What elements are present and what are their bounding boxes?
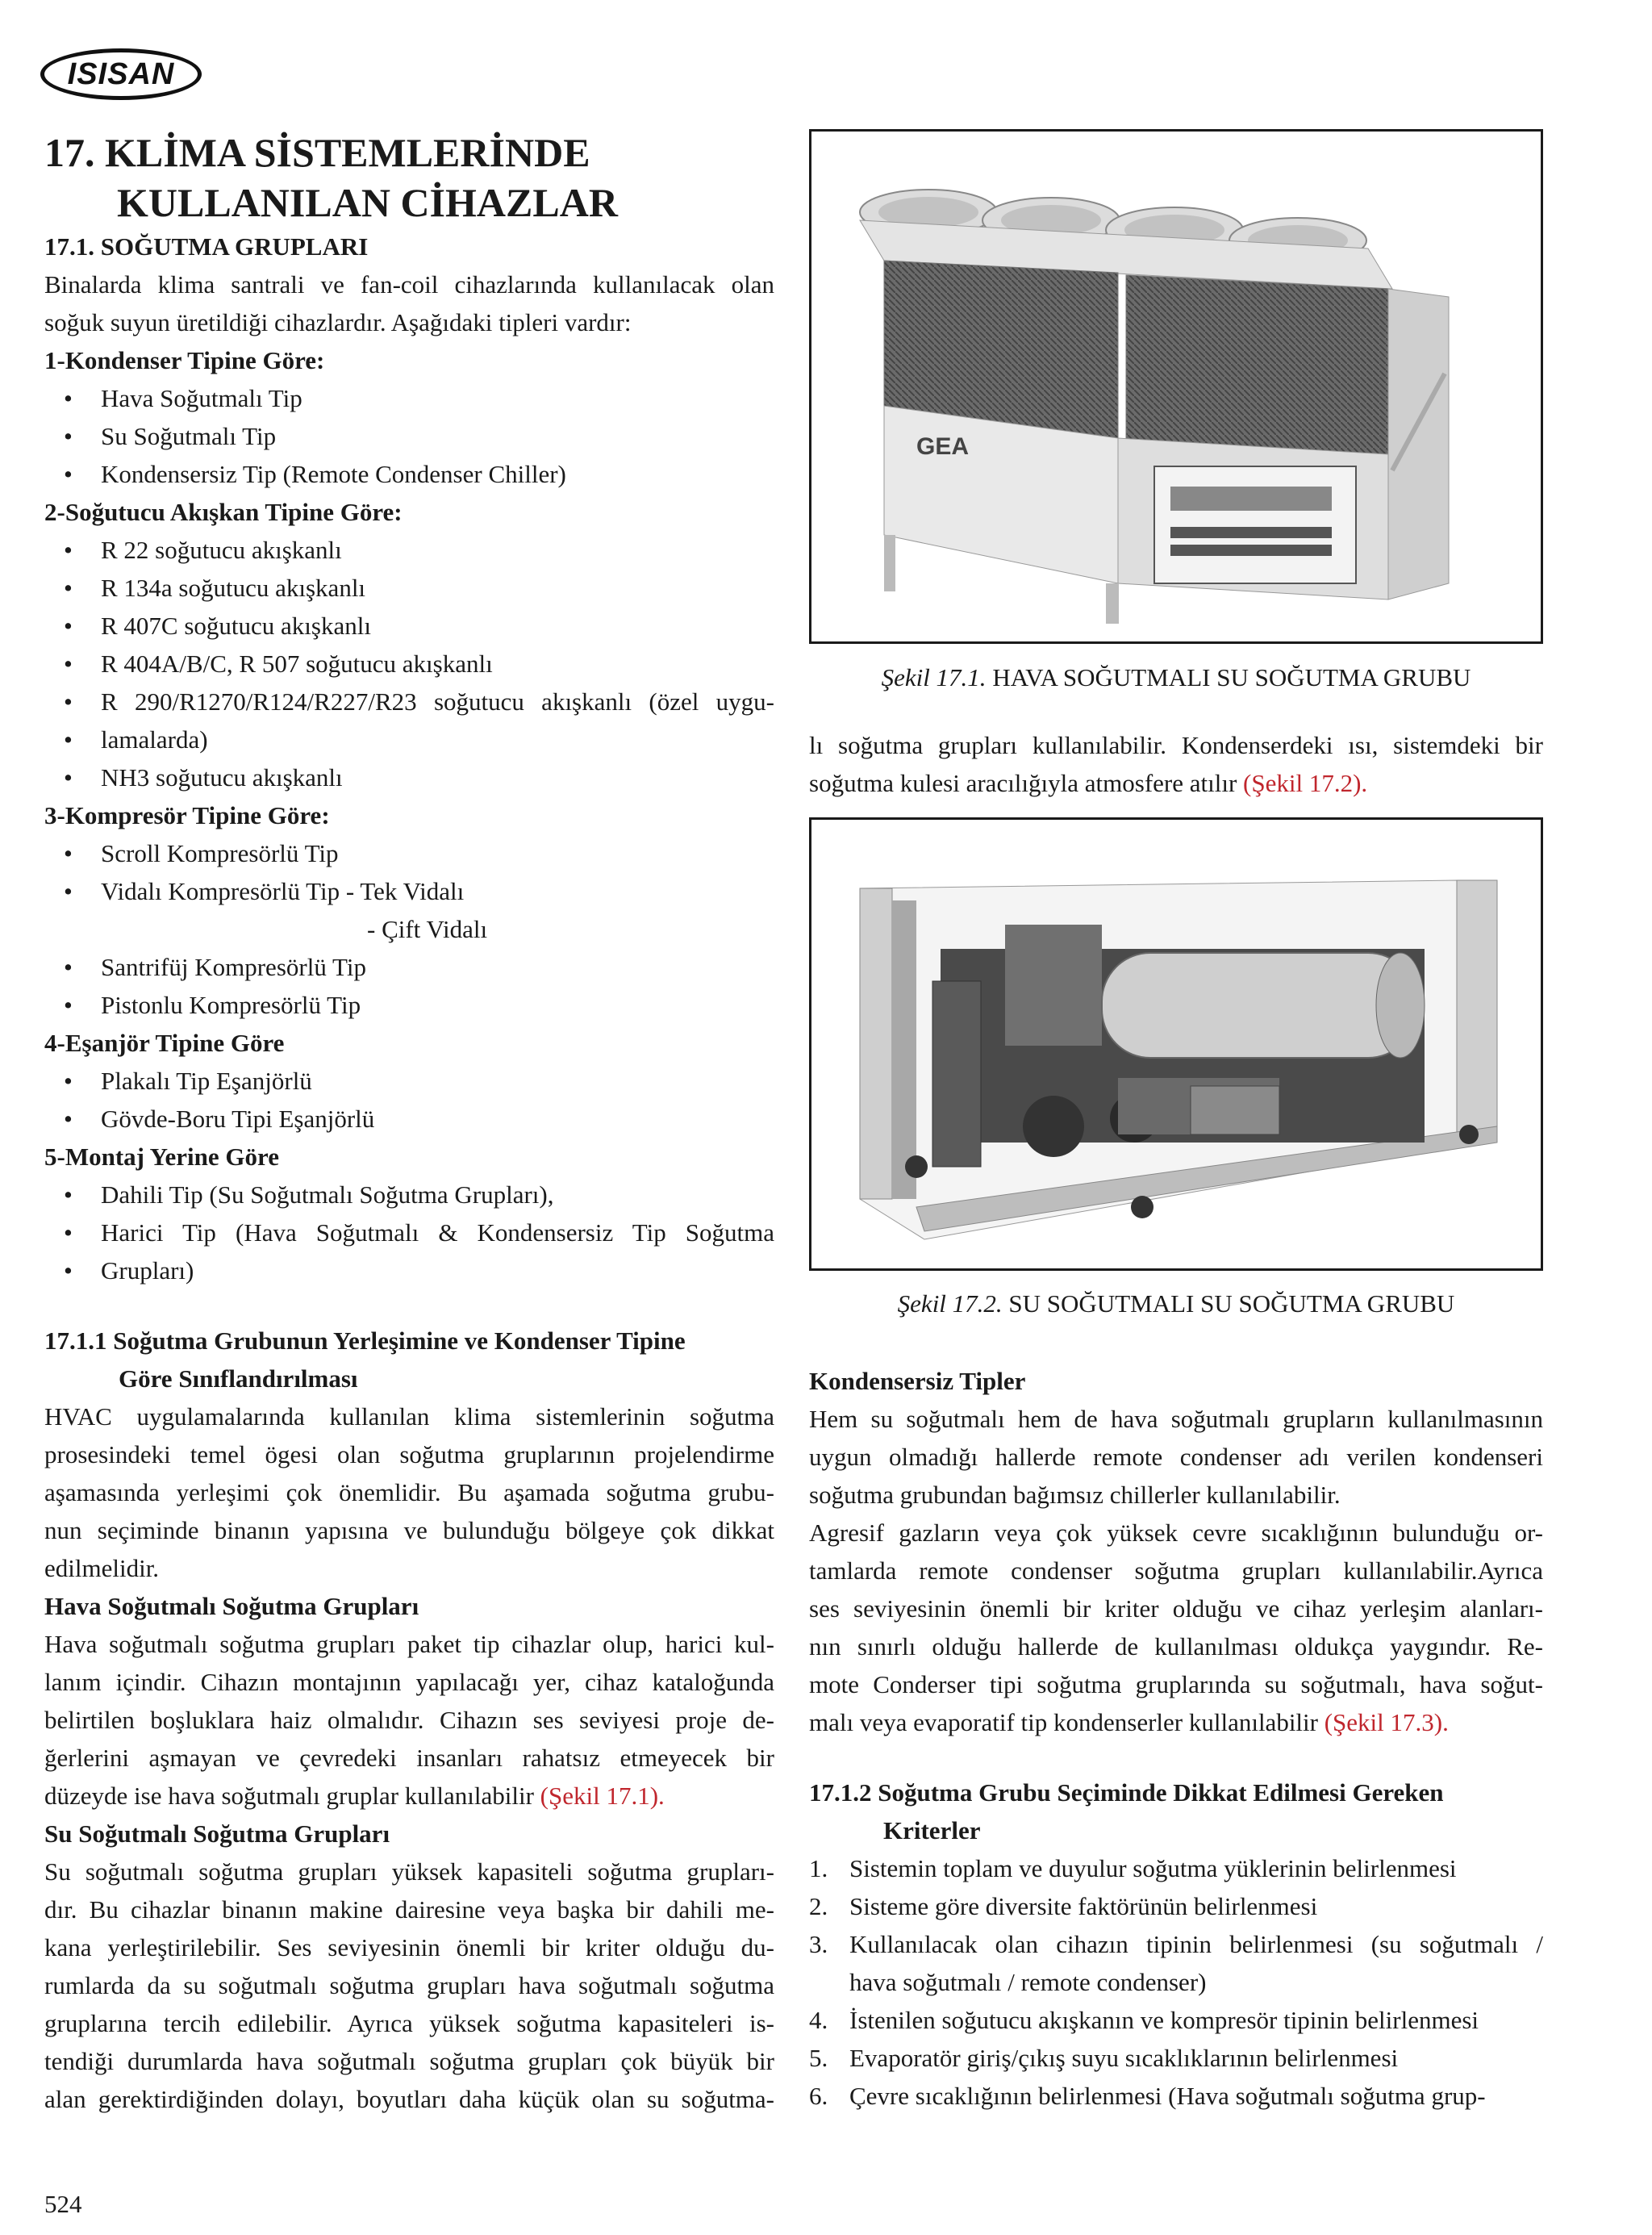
para-line: aşamasında yerleşimi çok önemlidir. Bu aşamada soğutma grubu-: [44, 1478, 774, 1506]
left-column: [44, 127, 774, 2118]
criteria-list: [809, 1849, 1543, 2115]
right-column-text: [809, 1362, 1543, 2115]
group-list: [44, 948, 774, 1024]
para-line: düzeyde ise hava soğutmalı gruplar kullanılabilir (Şekil 17.1).: [44, 1782, 665, 1810]
group-title: 4-Eşanjör Tipine Göre: [44, 1029, 285, 1057]
list-item: 3. Kullanılacak olan cihazın tipinin belirlenmesi (su soğutmalı / hava soğutmalı / remote condenser): [809, 1930, 1543, 1996]
page-number: 524: [44, 2190, 82, 2218]
list-item: • Dahili Tip (Su Soğutmalı Soğutma Grupları),: [44, 1176, 774, 1214]
para-line: ses seviyesinin önemli bir kriter olduğu ve cihaz yerleşim alanları-: [809, 1594, 1543, 1623]
water-cooled-chiller-image: [811, 820, 1541, 1268]
list-item-cont: - Çift Vidalı: [367, 915, 488, 943]
figure-reference[interactable]: (Şekil 17.1).: [540, 1782, 665, 1810]
paragraph-heading: Su Soğutmalı Soğutma Grupları: [44, 1819, 390, 1848]
para-line: Agresif gazların veya çok yüksek cevre sıcaklığının bulunduğu or-: [809, 1519, 1543, 1547]
list-item-cont: • Grupları): [44, 1251, 774, 1289]
para-line: rumlarda da su soğutmalı soğutma grupları hava soğutmalı soğutma: [44, 1971, 774, 1999]
para-line: kana yerleştirilebilir. Ses seviyesinin önemli bir kriter olduğu du-: [44, 1933, 774, 1961]
list-item: • Kondensersiz Tip (Remote Condenser Chiller): [44, 455, 774, 493]
group-list: [44, 1062, 774, 1138]
subsection-title: 17.1.2 Soğutma Grubu Seçiminde Dikkat Edilmesi Gereken: [809, 1778, 1444, 1807]
subsection-title: Göre Sınıflandırılması: [119, 1364, 358, 1393]
para-line: gruplarına tercih edilebilir. Ayrıca yüksek soğutma kapasiteleri is-: [44, 2009, 774, 2037]
group-list: [44, 379, 774, 493]
group-title: 3-Kompresör Tipine Göre:: [44, 801, 330, 829]
figure-reference[interactable]: (Şekil 17.2).: [1243, 769, 1368, 797]
para-line: tendiği durumlarda hava soğutmalı soğutma grupları çok büyük bir: [44, 2047, 774, 2075]
isisan-logo: ISISAN: [40, 48, 202, 100]
para-line: soğutma grubundan bağımsız chillerler kullanılabilir.: [809, 1481, 1341, 1509]
para-line: nun seçiminde binanın yapısına ve bulunduğu bölgeye çok dikkat: [44, 1516, 774, 1544]
brand-label: GEA: [916, 433, 970, 460]
para-line: nın sınırlı olduğu hallerde de kullanılması oldukça yaygındır. Re-: [809, 1632, 1543, 1661]
figure-reference[interactable]: (Şekil 17.3).: [1324, 1708, 1449, 1736]
para-line: HVAC uygulamalarında kullanılan klima sistemlerinin soğutma: [44, 1402, 774, 1431]
para-line: mote Conderser tipi soğutma gruplarında su soğutmalı, hava soğut-: [809, 1670, 1543, 1698]
list-item-cont: • lamalarda): [44, 721, 774, 758]
list-item: 4. İstenilen soğutucu akışkanın ve kompresör tipinin belirlenmesi: [809, 2006, 1479, 2034]
list-item: • Su Soğutmalı Tip: [44, 417, 774, 455]
list-item: 6. Çevre sıcaklığının belirlenmesi (Hava soğutmalı soğutma grup-: [809, 2082, 1486, 2110]
section-title: 17.1. SOĞUTMA GRUPLARI: [44, 232, 369, 261]
para-line: dır. Bu cihazlar binanın makine dairesine veya başka bir dahili me-: [44, 1895, 774, 1924]
intro-line: soğuk suyun üretildiği cihazlardır. Aşağıdaki tipleri vardır:: [44, 308, 632, 336]
para-line: malı veya evaporatif tip kondenserler kullanılabilir (Şekil 17.3).: [809, 1708, 1449, 1736]
para-line: edilmelidir.: [44, 1554, 160, 1582]
figure-caption: Şekil 17.1. HAVA SOĞUTMALI SU SOĞUTMA GRUBU: [881, 663, 1471, 691]
list-item: 2. Sisteme göre diversite faktörünün belirlenmesi: [809, 1892, 1318, 1920]
paragraph-heading: Kondensersiz Tipler: [809, 1367, 1026, 1395]
intro-line: Binalarda klima santrali ve fan-coil cihazlarında kullanılacak olan: [44, 270, 774, 299]
list-item: 1. Sistemin toplam ve duyulur soğutma yüklerinin belirlenmesi: [809, 1854, 1457, 1882]
paragraph-heading: Hava Soğutmalı Soğutma Grupları: [44, 1592, 419, 1620]
group-list: [44, 1176, 774, 1289]
subsection-title: 17.1.1 Soğutma Grubunun Yerleşimine ve Kondenser Tipine: [44, 1326, 686, 1355]
para-line: soğutma kulesi aracılığıyla atmosfere atılır (Şekil 17.2).: [809, 769, 1368, 797]
para-line: lı soğutma grupları kullanılabilir. Kondenserdeki ısı, sistemdeki bir: [809, 731, 1543, 759]
para-line: prosesindeki temel ögesi olan soğutma gruplarının projelendirme: [44, 1440, 774, 1468]
chapter-title: 17. KLİMA SİSTEMLERİNDE KULLANILAN CİHAZLAR: [44, 130, 618, 225]
list-item: • R 407C soğutucu akışkanlı: [44, 607, 774, 645]
list-item: • R 404A/B/C, R 507 soğutucu akışkanlı: [44, 645, 774, 683]
list-item: • R 22 soğutucu akışkanlı: [44, 531, 774, 569]
figure-caption: Şekil 17.2. SU SOĞUTMALI SU SOĞUTMA GRUBU: [897, 1289, 1455, 1318]
air-cooled-chiller-image: [811, 132, 1541, 641]
figure-air-cooled-chiller: [809, 129, 1543, 644]
para-line: belirtilen boşluklara haiz olmalıdır. Cihazın ses seviyesi proje de-: [44, 1706, 774, 1734]
para-line: Hava soğutmalı soğutma grupları paket tip cihazlar olup, harici kul-: [44, 1630, 774, 1658]
group-list: [44, 531, 774, 796]
list-item: • Vidalı Kompresörlü Tip - Tek Vidalı: [44, 872, 774, 910]
list-item: • Santrifüj Kompresörlü Tip: [44, 948, 774, 986]
para-line: uygun olmadığı hallerde remote condenser adı verilen kondenseri: [809, 1443, 1543, 1471]
list-item: • NH3 soğutucu akışkanlı: [44, 758, 774, 796]
continued-paragraph: [809, 726, 1543, 802]
list-item: • Hava Soğutmalı Tip: [44, 379, 774, 417]
para-line: ğerlerini aşmayan ve çevredeki insanları rahatsız etmeyecek bir: [44, 1744, 774, 1772]
list-item: 5. Evaporatör giriş/çıkış suyu sıcaklıklarının belirlenmesi: [809, 2044, 1399, 2072]
subsection-title: Kriterler: [883, 1816, 981, 1844]
para-line: Hem su soğutmalı hem de hava soğutmalı grupların kullanılmasının: [809, 1405, 1543, 1433]
para-line: lanım içindir. Cihazın montajının yapılacağı yer, cihaz kataloğunda: [44, 1668, 774, 1696]
figure-water-cooled-chiller: [809, 817, 1543, 1271]
list-item: • R 134a soğutucu akışkanlı: [44, 569, 774, 607]
list-item: • R 290/R1270/R124/R227/R23 soğutucu akışkanlı (özel uygu-: [44, 683, 774, 721]
group-list: [44, 834, 774, 910]
list-item: • Harici Tip (Hava Soğutmalı & Kondensersiz Tip Soğutma: [44, 1214, 774, 1251]
list-item: • Pistonlu Kompresörlü Tip: [44, 986, 774, 1024]
group-title: 5-Montaj Yerine Göre: [44, 1143, 279, 1171]
para-line: Su soğutmalı soğutma grupları yüksek kapasiteli soğutma grupları-: [44, 1857, 774, 1886]
para-line: tamlarda remote condenser soğutma grupları kullanılabilir.Ayrıca: [809, 1556, 1543, 1585]
list-item: • Plakalı Tip Eşanjörlü: [44, 1062, 774, 1100]
list-item: • Gövde-Boru Tipi Eşanjörlü: [44, 1100, 774, 1138]
group-title: 2-Soğutucu Akışkan Tipine Göre:: [44, 498, 403, 526]
group-title: 1-Kondenser Tipine Göre:: [44, 346, 325, 374]
list-item: • Scroll Kompresörlü Tip: [44, 834, 774, 872]
para-line: alan gerektirdiğinden dolayı, boyutları daha küçük olan su soğutma-: [44, 2085, 774, 2113]
